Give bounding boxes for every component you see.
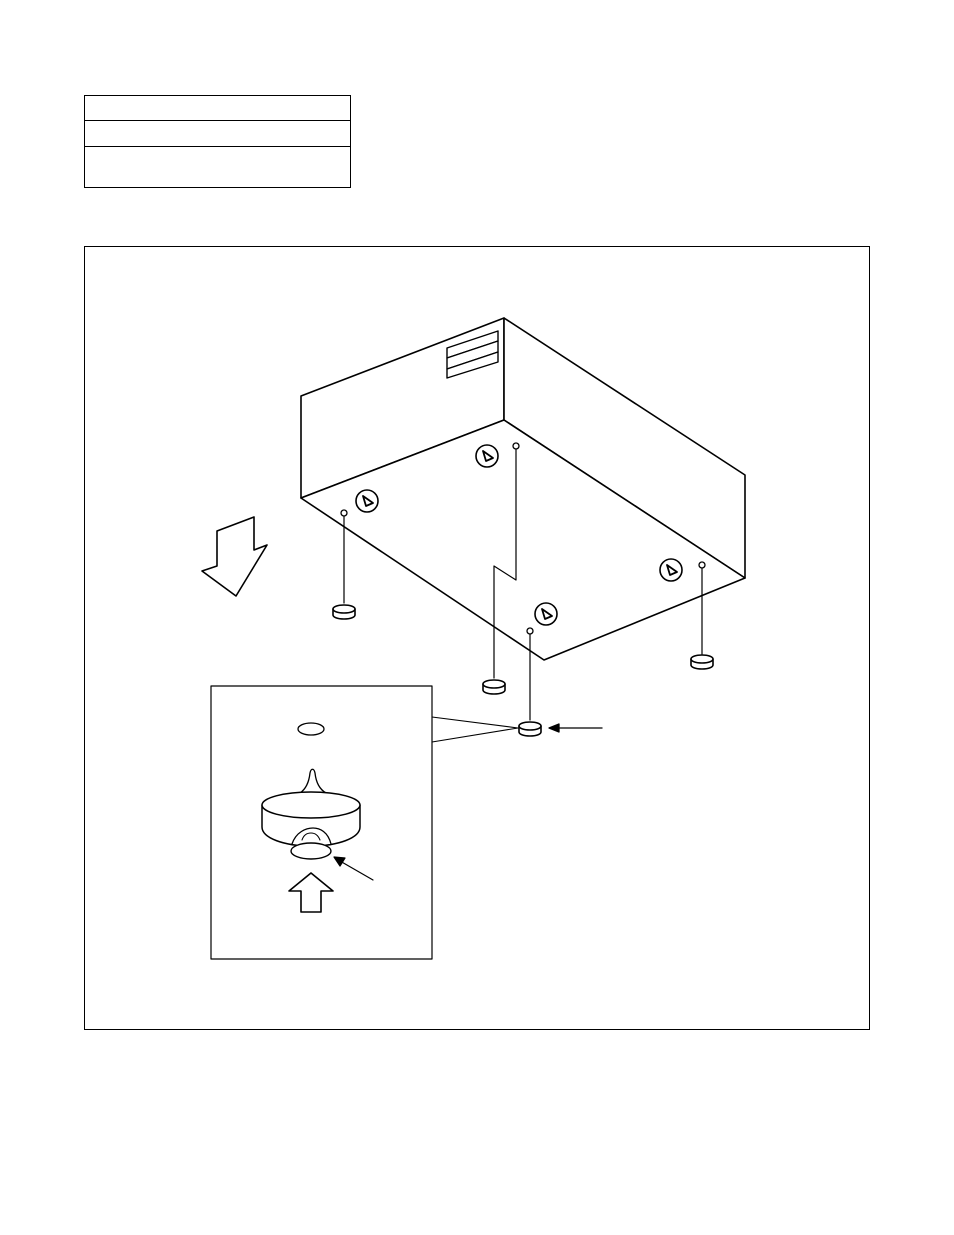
screw-boss-icon: [660, 559, 682, 581]
rubber-foot-enlarged-icon: [262, 792, 360, 846]
foot-callout-arrow: [549, 724, 602, 732]
rubber-foot-icon: [519, 722, 541, 736]
rubber-foot-icon: [691, 655, 713, 669]
screw-boss-icon: [356, 490, 378, 512]
foot-insert-icon: [291, 843, 331, 859]
turn-over-arrow-icon: [202, 517, 267, 596]
rubber-foot-icon: [333, 605, 355, 619]
screw-boss-icon: [535, 603, 557, 625]
rubber-foot-icon: [483, 680, 505, 694]
detail-inset: [211, 686, 518, 959]
housing-hole-icon: [298, 723, 324, 735]
screw-boss-icon: [476, 445, 498, 467]
equipment-housing: [301, 318, 745, 660]
